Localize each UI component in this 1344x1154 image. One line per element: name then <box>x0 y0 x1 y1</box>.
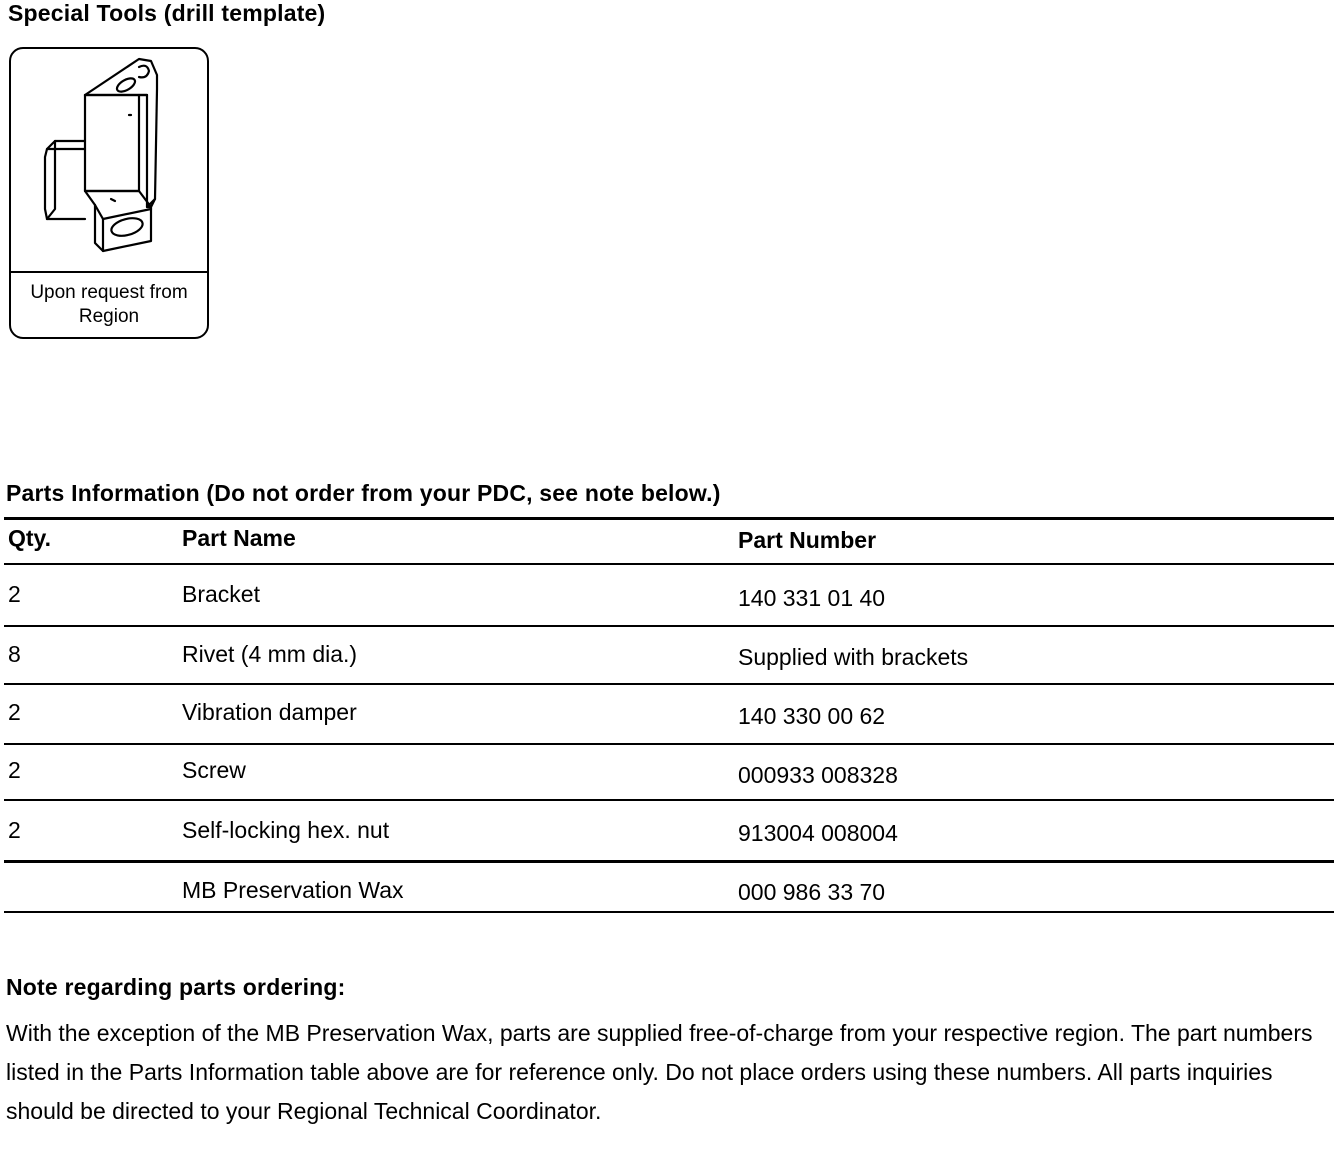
note-body: With the exception of the MB Preservation Wax, parts are supplied free-of-charge from your respective region. The part numbers listed in the Parts Information table above are for reference only. Do not place orders using these numbers. All parts inquiries should be directed to your Regional Technical Coordinator. <box>6 1020 1313 1124</box>
row-rule <box>4 625 1334 627</box>
row-1-number: 140 331 01 40 <box>738 585 886 611</box>
row-rule <box>4 799 1334 801</box>
row-6-name: MB Preservation Wax <box>182 877 404 903</box>
tool-caption <box>11 281 207 329</box>
row-3-number: 140 330 00 62 <box>738 703 886 729</box>
row-3-name: Vibration damper <box>182 699 357 725</box>
row-5-qty: 2 <box>8 817 21 843</box>
row-5-number: 913004 008004 <box>738 820 898 846</box>
header-part-number: Part Number <box>738 527 877 553</box>
row-2-number: Supplied with brackets <box>738 644 969 670</box>
header-part-name: Part Name <box>182 525 296 551</box>
row-6-number: 000 986 33 70 <box>738 879 886 905</box>
tool-caption-line2: Region <box>78 306 140 327</box>
drill-template-card <box>9 47 209 339</box>
header-qty: Qty. <box>8 525 52 551</box>
row-1-name: Bracket <box>182 581 260 607</box>
row-4-qty: 2 <box>8 757 21 783</box>
row-1-qty: 2 <box>8 581 21 607</box>
row-5-name: Self-locking hex. nut <box>182 817 390 843</box>
row-2-name: Rivet (4 mm dia.) <box>182 641 358 667</box>
special-tools-title: Special Tools (drill template) <box>8 0 326 26</box>
drill-template-icon <box>11 49 207 271</box>
row-rule <box>4 743 1334 745</box>
row-rule <box>4 860 1334 863</box>
table-bottom-rule <box>4 911 1334 913</box>
row-3-qty: 2 <box>8 699 21 725</box>
card-divider <box>11 271 207 273</box>
row-2-qty: 8 <box>8 641 21 667</box>
parts-information-title: Parts Information (Do not order from your PDC, see note below.) <box>6 480 721 506</box>
table-top-rule <box>4 517 1334 520</box>
header-rule <box>4 563 1334 565</box>
row-4-name: Screw <box>182 757 246 783</box>
tool-caption-line1: Upon request from <box>30 282 188 303</box>
row-4-number: 000933 008328 <box>738 762 898 788</box>
note-title: Note regarding parts ordering: <box>6 974 346 1000</box>
row-rule <box>4 683 1334 685</box>
